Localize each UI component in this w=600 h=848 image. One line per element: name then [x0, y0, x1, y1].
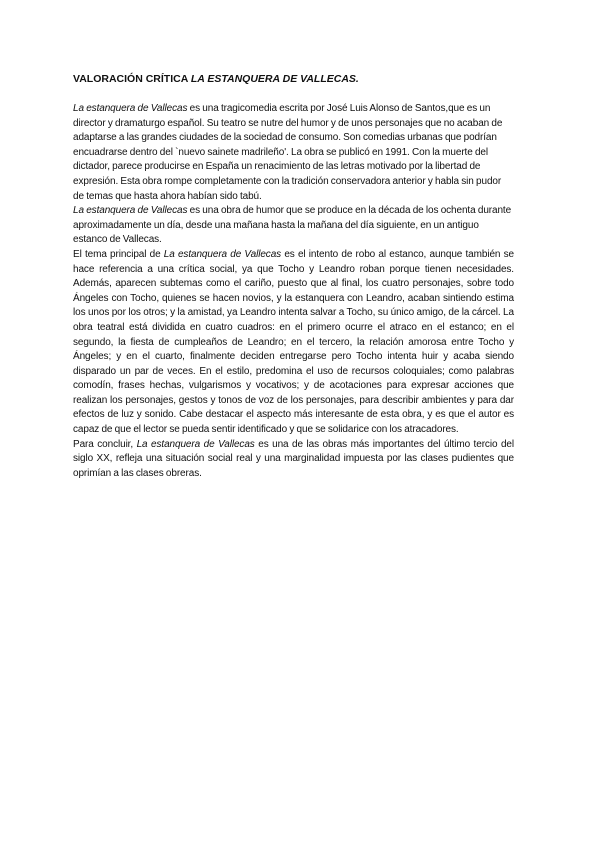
- paragraph-intro: [73, 102, 514, 204]
- work-title: La estanquera de Vallecas: [73, 205, 188, 217]
- paragraph-text: es una obra de humor que se produce en la década de los ochenta durante aproximadamente un día, desde una mañana hasta la mañana del día siguiente, en un antiguo estanco de Vallecas.: [73, 205, 512, 246]
- work-title: La estanquera de Vallecas: [136, 438, 255, 450]
- paragraph-text: es el intento de robo al estanco, aunque también se hace referencia a una crítica social, ya que Tocho y Leandro roban porque tienen necesidades. Además, aparecen subtemas como el cariño, puesto que al final, los cuatro personajes, sobre todo Ángeles con Tocho, quienes se hacen novios, y la estanquera con Leandro, acaban sintiendo estima los unos por los otros; y la amistad, ya Leandro intenta salvar a Tocho, su único amigo, de la cárcel. La obra teatral está dividida en cuatro cuadros: en el primero ocurre el atraco en el estanco; en el segundo, la fiesta de cumpleaños de Leandro; en el tercero, la relación amorosa entre Tocho y Ángeles; y en el cuarto, finalmente deciden entregarse pero Tocho intenta huir y acaba siendo disparado un par de veces. En el estilo, predomina el uso de recursos coloquiales; como palabras comodín, frases hechas, vulgarismos y vocativos; y de acotaciones para expresar acciones que realizan los personajes, gestos y tonos de voz de los personajes, para describir ambientes y para dar efectos de luz y sonido. Cabe destacar el aspecto más interesante de esta obra, y es que el autor es capaz de que el lector se pueda sentir identificado y que se solidarice con los atracadores.: [73, 248, 514, 436]
- title-lead: VALORACIÓN CRÍTICA: [73, 73, 191, 85]
- paragraph-text: es una de las obras más importantes del último tercio del siglo XX, refleja una situación social real y una marginalidad impuesta por las clases pudientes que oprimían a las clases obreras.: [73, 438, 514, 479]
- paragraph-lead: El tema principal de: [73, 248, 164, 260]
- paragraph-text: es una tragicomedia escrita por José Luis Alonso de Santos,que es un director y dramaturgo español. Su teatro se nutre del humor y de unos personajes que no acaban de adaptarse a las grandes ciudades de la sociedad de consumo. Son comedias urbanas que podrían encuadrarse dentro del `nuevo sainete madrileño'. La obra se publicó en 1991. Con la muerte del dictador, parece producirse en España un renacimiento de las letras motivado por la libertad de expresión. Esta obra rompe completamente con la tradición conservadora anterior y habla sin pudor de temas que hasta ahora habían sido tabú.: [73, 103, 503, 202]
- paragraph-setting: [73, 204, 514, 248]
- work-title: La estanquera de Vallecas: [73, 103, 188, 114]
- paragraph-theme: [73, 248, 514, 438]
- paragraph-lead: Para concluir,: [73, 438, 137, 450]
- document-title: [73, 72, 514, 86]
- document-page: [73, 72, 514, 481]
- paragraph-conclusion: [73, 438, 514, 482]
- work-title: La estanquera de Vallecas: [163, 248, 282, 260]
- title-italic: LA ESTANQUERA DE VALLECAS.: [190, 73, 359, 85]
